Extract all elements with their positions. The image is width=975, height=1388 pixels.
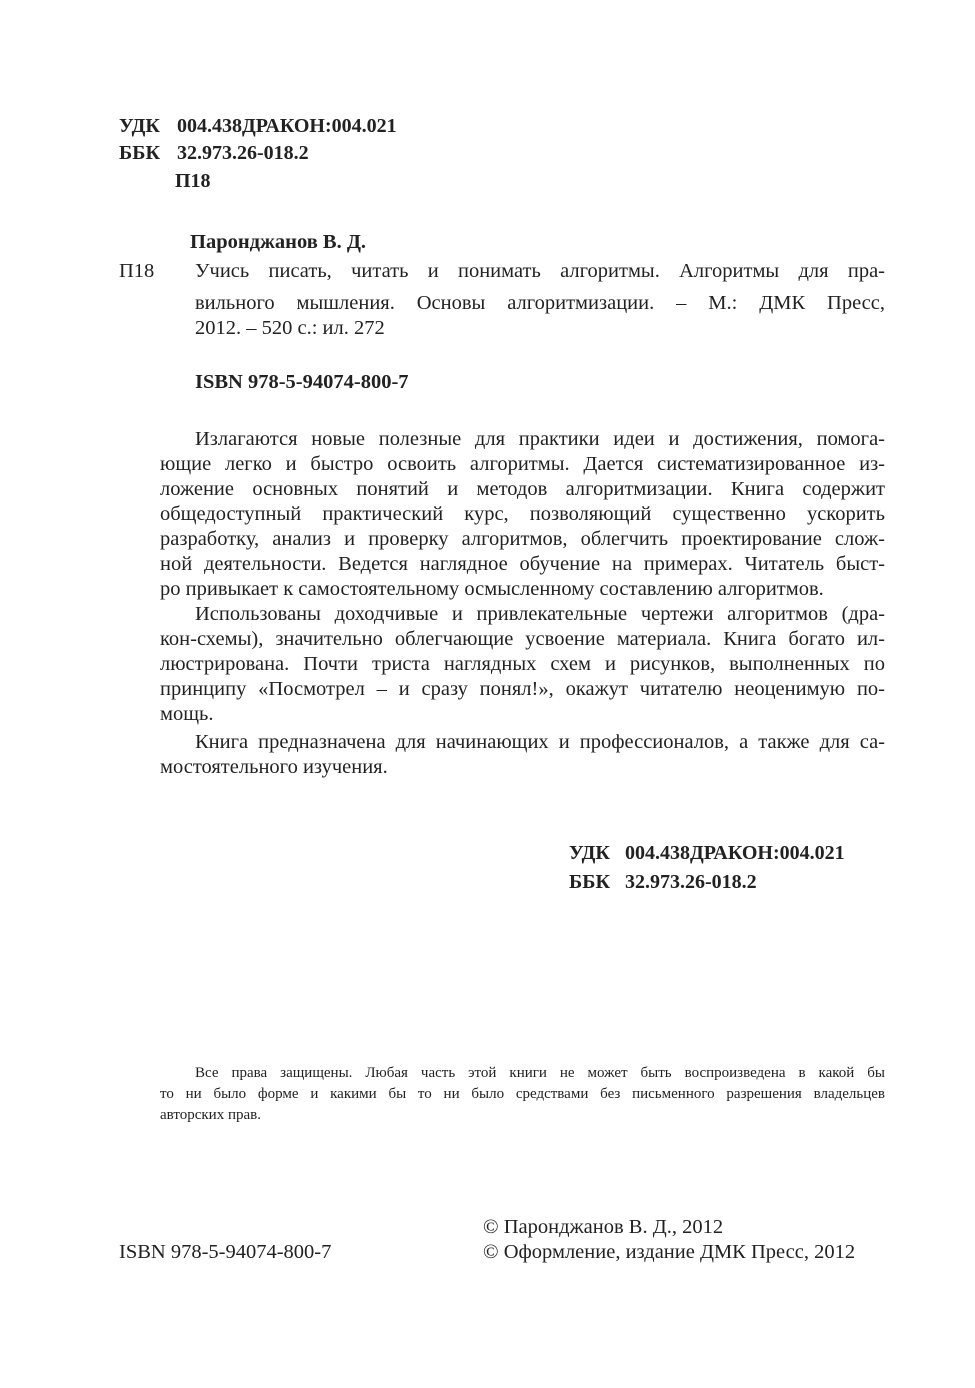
copyright-publisher: © Оформление, издание ДМК Пресс, 2012 xyxy=(483,1241,856,1263)
udk-top xyxy=(119,113,397,140)
author-name: Паронджанов В. Д. xyxy=(190,231,367,253)
annotation-line: ро привыкает к самостоятельному осмысленному составлению алгоритмов. xyxy=(160,578,824,600)
annotation-line: ющие легко и быстро освоить алгоритмы. Дается систематизированное из- xyxy=(160,453,885,475)
bbk-top-value: 32.973.26-018.2 xyxy=(177,142,309,164)
annotation-line: кон-схемы), значительно облегчающие усвоение материала. Книга богато ил- xyxy=(160,628,885,650)
annotation-line: люстрирована. Почти триста наглядных схем и рисунков, выполненных по xyxy=(160,653,885,675)
bib-mark: П18 xyxy=(119,260,155,282)
bib-line-1: Учись писать, читать и понимать алгоритмы. Алгоритмы для пра- xyxy=(195,260,885,282)
bbk-top-label: ББК xyxy=(119,142,160,164)
annotation-line: разработку, анализ и проверку алгоритмов, облегчить проектирование слож- xyxy=(160,528,885,550)
copyright-author: © Паронджанов В. Д., 2012 xyxy=(483,1216,724,1238)
bib-line-2: вильного мышления. Основы алгоритмизации. – М.: ДМК Пресс, xyxy=(195,292,885,314)
rights-line: авторских прав. xyxy=(160,1107,261,1123)
udk-top-label: УДК xyxy=(119,115,160,137)
annotation-line: Излагаются новые полезные для практики идеи и достижения, помога- xyxy=(195,428,885,450)
annotation-line: ной деятельности. Ведется наглядное обучение на примерах. Читатель быст- xyxy=(160,553,885,575)
annotation-line: мощь. xyxy=(160,703,214,725)
annotation-line: принципу «Посмотрел – и сразу понял!», окажут читателю неоценимую по- xyxy=(160,678,885,700)
bib-line-3: 2012. – 520 с.: ил. 272 xyxy=(195,317,385,339)
bbk-bottom-label: ББК xyxy=(569,871,610,893)
udk-bottom-value: 004.438ДРАКОН:004.021 xyxy=(625,842,845,864)
bbk-top xyxy=(119,140,309,167)
isbn-bold: ISBN 978-5-94074-800-7 xyxy=(195,371,409,393)
rights-line: то ни было форме и какими бы то ни было средствами без письменного разрешения владельцев xyxy=(160,1086,885,1102)
bbk-bottom-value: 32.973.26-018.2 xyxy=(625,871,757,893)
annotation-line: Книга предназначена для начинающих и профессионалов, а также для са- xyxy=(195,731,885,753)
udk-bottom xyxy=(569,840,845,867)
annotation-line: мостоятельного изучения. xyxy=(160,756,388,778)
annotation-line: общедоступный практический курс, позволяющий существенно ускорить xyxy=(160,503,885,525)
isbn-footer: ISBN 978-5-94074-800-7 xyxy=(119,1241,332,1263)
annotation-line: ложение основных понятий и методов алгоритмизации. Книга содержит xyxy=(160,478,885,500)
udk-bottom-label: УДК xyxy=(569,842,610,864)
author-mark-top: П18 xyxy=(175,170,211,192)
udk-top-value: 004.438ДРАКОН:004.021 xyxy=(177,115,397,137)
bbk-bottom xyxy=(569,869,757,896)
rights-line: Все права защищены. Любая часть этой книги не может быть воспроизведена в какой бы xyxy=(195,1065,885,1081)
annotation-line: Использованы доходчивые и привлекательные чертежи алгоритмов (дра- xyxy=(195,603,885,625)
